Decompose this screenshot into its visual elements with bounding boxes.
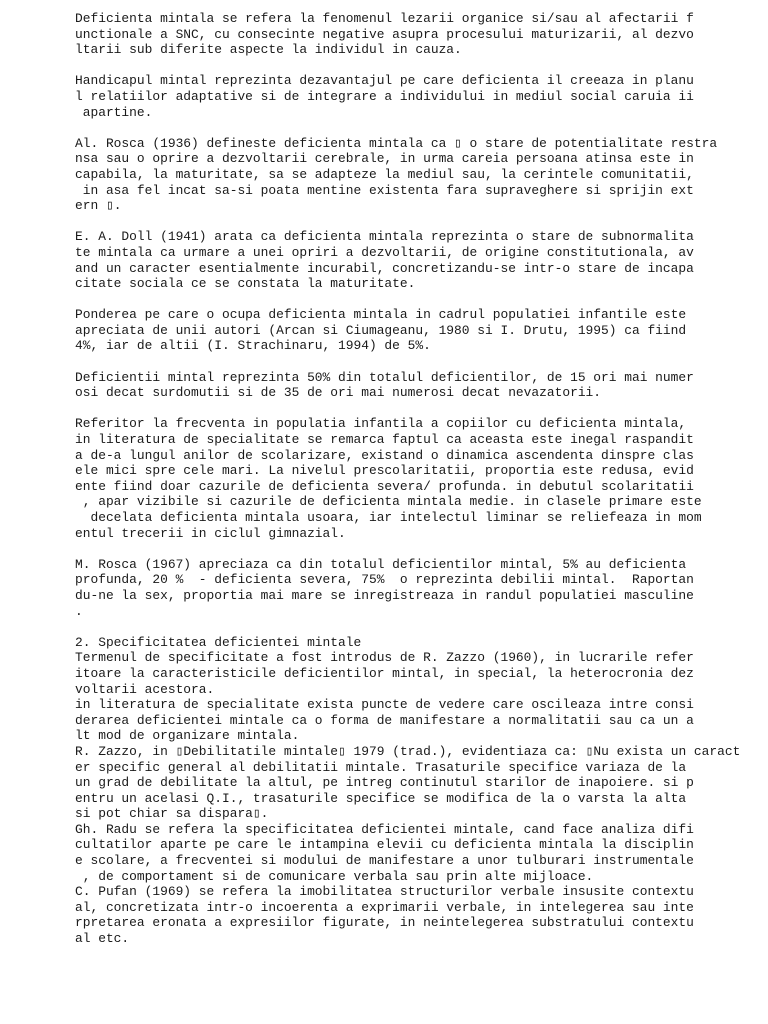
text-line: osi decat surdomutii si de 35 de ori mai numerosi decat nevazatorii.: [75, 385, 602, 401]
paragraph: [75, 73, 755, 120]
text-line: .: [75, 603, 83, 619]
text-line: in literatura de specialitate exista puncte de vedere care oscileaza intre consi: [75, 697, 694, 713]
text-line: entru un acelasi Q.I., trasaturile specifice se modifica de la o varsta la alta: [75, 790, 687, 806]
text-line: entul trecerii in ciclul gimnazial.: [75, 525, 346, 541]
text-line: in asa fel incat sa-si poata mentine existenta fara supraveghere si sprijin ext: [75, 182, 694, 198]
text-line: Gh. Radu se refera la specificitatea deficientei mintale, cand face analiza difi: [75, 821, 694, 837]
text-line: un grad de debilitate la altul, pe intreg continutul starilor de inapoiere. si p: [75, 775, 694, 791]
paragraph: [75, 307, 755, 354]
text-line: du-ne la sex, proportia mai mare se inregistreaza in randul populatiei masculine: [75, 587, 694, 603]
text-line: unctionale a SNC, cu consecinte negative asupra procesului maturizarii, al dezvo: [75, 26, 694, 42]
text-line: cultatilor aparte pe care le intampina elevii cu deficienta mintala la disciplin: [75, 837, 694, 853]
text-line: C. Pufan (1969) se refera la imobilitatea structurilor verbale insusite contextu: [75, 884, 694, 900]
text-line: apreciata de unii autori (Arcan si Ciumageanu, 1980 si I. Drutu, 1995) ca fiind: [75, 322, 687, 338]
text-line: Handicapul mintal reprezinta dezavantajul pe care deficienta il creeaza in planu: [75, 73, 694, 89]
paragraph: [75, 370, 755, 401]
text-line: Deficienta mintala se refera la fenomenul lezarii organice si/sau al afectarii f: [75, 11, 694, 26]
paragraph: [75, 11, 755, 58]
paragraph: [75, 416, 755, 541]
paragraph: [75, 136, 755, 214]
text-line: si pot chiar sa dispara▯.: [75, 806, 269, 822]
text-line: ltarii sub diferite aspecte la individul in cauza.: [75, 42, 462, 58]
text-line: rpretarea eronata a expresiilor figurate, in neintelegerea substratului contextu: [75, 915, 694, 931]
text-line: in literatura de specialitate se remarca faptul ca aceasta este inegal raspandit: [75, 432, 694, 448]
paragraph: [75, 635, 755, 947]
paragraph: [75, 229, 755, 291]
text-line: profunda, 20 % - deficienta severa, 75% o reprezinta debilii mintal. Raportan: [75, 572, 694, 588]
text-line: capabila, la maturitate, sa se adapteze la mediul sau, la cerintele comunitatii,: [75, 166, 694, 182]
text-line: e scolare, a frecventei si modului de manifestare a unor tulburari instrumentale: [75, 853, 694, 869]
text-line: , apar vizibile si cazurile de deficienta mintala medie. in clasele primare este: [75, 494, 702, 510]
text-line: and un caracter esentialmente incurabil, concretizandu-se intr-o stare de incapa: [75, 260, 694, 276]
text-line: l relatiilor adaptative si de integrare a individului in mediul social caruia ii: [75, 88, 694, 104]
text-line: voltarii acestora.: [75, 681, 215, 697]
text-line: ele mici spre cele mari. La nivelul prescolaritatii, proportia este redusa, evid: [75, 463, 694, 479]
text-line: ente fiind doar cazurile de deficienta severa/ profunda. in debutul scolaritatii: [75, 478, 694, 494]
text-line: 4%, iar de altii (I. Strachinaru, 1994) de 5%.: [75, 338, 431, 354]
text-line: al etc.: [75, 931, 130, 947]
text-line: Ponderea pe care o ocupa deficienta mintala in cadrul populatiei infantile este: [75, 307, 687, 323]
text-line: R. Zazzo, in ▯Debilitatile mintale▯ 1979 (trad.), evidentiaza ca: ▯Nu exista un caract: [75, 743, 741, 759]
text-line: 2. Specificitatea deficientei mintale: [75, 634, 362, 650]
document-page: [75, 11, 755, 947]
text-line: a de-a lungul anilor de scolarizare, existand o dinamica ascendenta dinspre clas: [75, 447, 694, 463]
text-line: te mintala ca urmare a unei opriri a dezvoltarii, de origine constitutionala, av: [75, 244, 694, 260]
text-line: al, concretizata intr-o incoerenta a exprimarii verbale, in intelegerea sau inte: [75, 899, 694, 915]
text-line: , de comportament si de comunicare verbala sau prin alte mijloace.: [75, 868, 594, 884]
text-line: ern ▯.: [75, 198, 122, 214]
text-line: E. A. Doll (1941) arata ca deficienta mintala reprezinta o stare de subnormalita: [75, 229, 694, 245]
text-line: er specific general al debilitatii mintale. Trasaturile specifice variaza de la: [75, 759, 687, 775]
text-line: itoare la caracteristicile deficientilor mintal, in special, la heterocronia dez: [75, 665, 694, 681]
text-line: Deficientii mintal reprezinta 50% din totalul deficientilor, de 15 ori mai numer: [75, 369, 694, 385]
text-line: citate sociala ce se constata la maturitate.: [75, 276, 416, 292]
text-line: derarea deficientei mintale ca o forma de manifestare a normalitatii sau ca un a: [75, 712, 694, 728]
text-line: Termenul de specificitate a fost introdus de R. Zazzo (1960), in lucrarile refer: [75, 650, 694, 666]
text-line: nsa sau o oprire a dezvoltarii cerebrale, in urma careia persoana atinsa este in: [75, 151, 694, 167]
text-line: decelata deficienta mintala usoara, iar intelectul liminar se reliefeaza in mom: [75, 510, 702, 525]
paragraph: [75, 557, 755, 619]
text-line: lt mod de organizare mintala.: [75, 728, 300, 744]
text-line: Referitor la frecventa in populatia infantila a copiilor cu deficienta mintala,: [75, 416, 687, 432]
text-line: M. Rosca (1967) apreciaza ca din totalul deficientilor mintal, 5% au deficienta: [75, 556, 687, 572]
text-line: apartine.: [75, 104, 153, 120]
text-line: Al. Rosca (1936) defineste deficienta mintala ca ▯ o stare de potentialitate restra: [75, 135, 718, 151]
